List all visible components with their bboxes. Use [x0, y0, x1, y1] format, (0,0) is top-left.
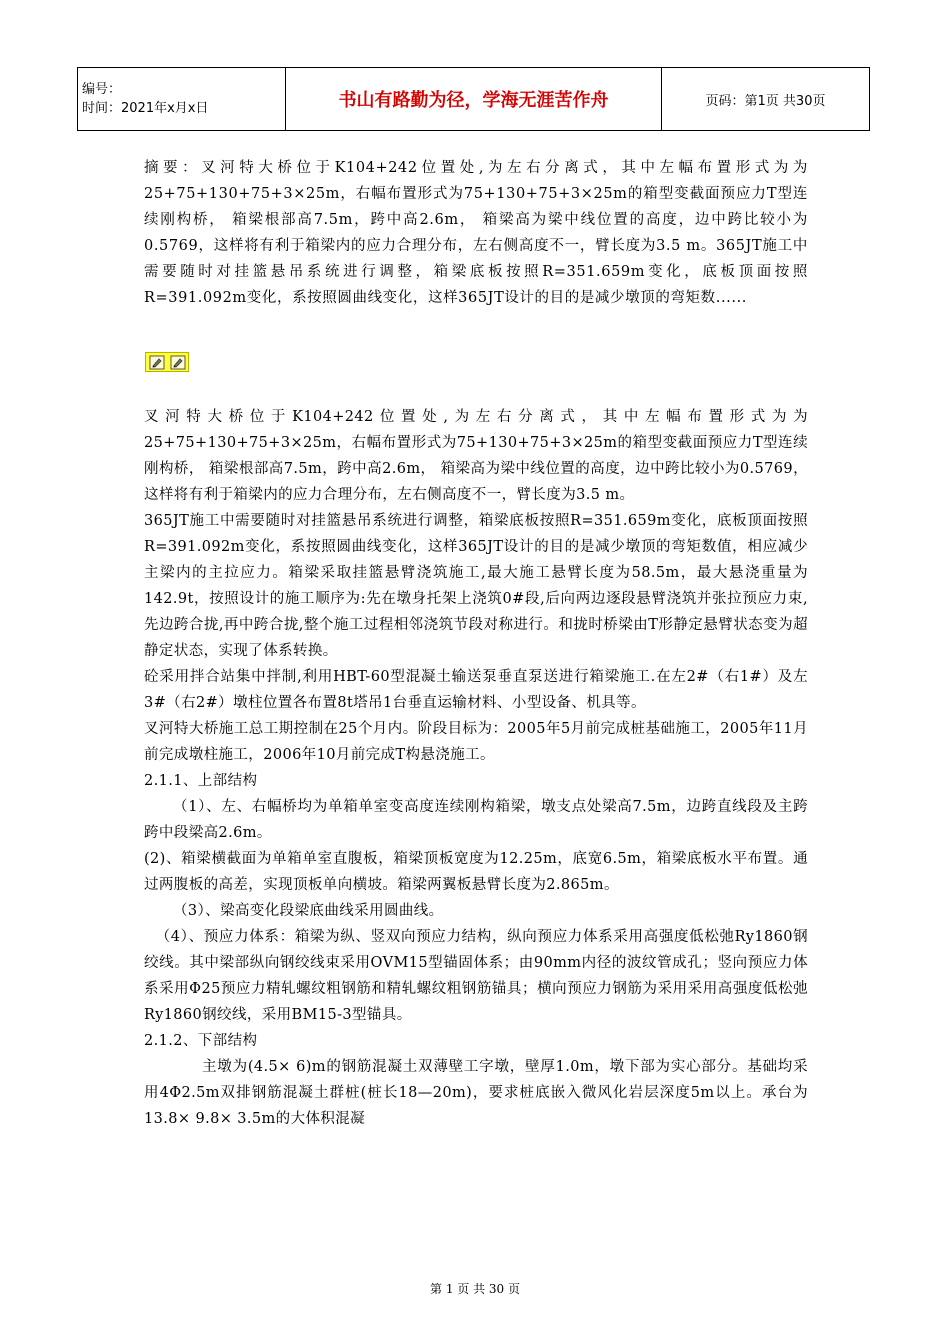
paragraph: 叉河特大桥施工总工期控制在25个月内。阶段目标为：2005年5月前完成桩基础施工，2005年11月前完成墩柱施工，2006年10月前完成T构悬浇施工。: [144, 721, 808, 763]
header-meta: [78, 68, 286, 131]
paragraph: 叉河特大桥位于K104+242位置处,为左右分离式，其中左幅布置形式为为25+75+130+75+3×25m，右幅布置形式为75+130+75+3×25m的箱型变截面预应力T型连续刚构桥， 箱梁根部高7.5m，跨中高2.6m， 箱梁高为梁中线位置的高度，边中跨比较小为0.5769，这样将有利于箱梁内的应力合理分布，左右侧高度不一，臂长度为3.5 m。: [144, 409, 808, 503]
abstract: 摘要：叉河特大桥位于K104+242位置处,为左右分离式，其中左幅布置形式为为25+75+130+75+3×25m，右幅布置形式为75+130+75+3×25m的箱型变截面预应力T型连续刚构桥， 箱梁根部高7.5m，跨中高2.6m， 箱梁高为梁中线位置的高度，边中跨比较小为0.5769，这样将有利于箱梁内的应力合理分布，左右侧高度不一，臂长度为3.5 m。365JT施工中需要随时对挂篮悬吊系统进行调整，箱梁底板按照R=351.659m变化，底板顶面按照R=391.092m变化，系按照圆曲线变化，这样365JT设计的目的是减少墩顶的弯矩数......: [144, 160, 808, 306]
paragraph: 砼采用拌合站集中拌制,利用HBT-60型混凝土输送泵垂直泵送进行箱梁施工.在左2#（右1#）及左3#（右2#）墩柱位置各布置8t塔吊1台垂直运输材料、小型设备、机具等。: [144, 669, 808, 711]
paragraph: 365JT施工中需要随时对挂篮悬吊系统进行调整，箱梁底板按照R=351.659m变化，底板顶面按照R=391.092m变化，系按照圆曲线变化，这样365JT设计的目的是减少墩顶的弯矩数值，相应减少主梁内的主拉应力。箱梁采取挂篮悬臂浇筑施工,最大施工悬臂长度为58.5m，最大悬浇重量为142.9t，按照设计的施工顺序为:先在墩身托架上浇筑0#段,后向两边逐段悬臂浇筑并张拉预应力束,先边跨合拢,再中跨合拢,整个施工过程相邻浇筑节段对称进行。和拢时桥梁由T形静定悬臂状态变为超静定状态，实现了体系转换。: [144, 513, 808, 659]
document-date: 时间：2021年x月x日: [82, 101, 209, 116]
body-text: [144, 404, 808, 1132]
edit-icon[interactable]: [149, 355, 165, 370]
paragraph: (2)、箱梁横截面为单箱单室直腹板，箱梁顶板宽度为12.25m，底宽6.5m，箱梁底板水平布置。通过两腹板的高差，实现顶板单向横坡。箱梁两翼板悬臂长度为2.865m。: [144, 851, 808, 893]
document-number-label: 编号：: [82, 82, 122, 97]
paragraph: （4）、预应力体系：箱梁为纵、竖双向预应力结构，纵向预应力体系采用高强度低松弛Ry1860钢绞线。其中梁部纵向钢绞线束采用OVM15型锚固体系；由90mm内径的波纹管成孔；竖向预应力体系采用Φ25预应力精轧螺纹粗钢筋和精轧螺纹粗钢筋锚具；横向预应力钢筋为采用采用高强度低松弛Ry1860钢绞线，采用BM15-3型锚具。: [144, 929, 808, 1023]
edit-icon[interactable]: [170, 355, 186, 370]
paragraph: 主墩为(4.5× 6)m的钢筋混凝土双薄壁工字墩，壁厚1.0m，墩下部为实心部分。基础均采用4Φ2.5m双排钢筋混凝土群桩(桩长18—20m)，要求桩底嵌入微风化岩层深度5m以上。承台为13.8× 9.8× 3.5m的大体积混凝: [144, 1059, 808, 1127]
edit-icons[interactable]: [145, 352, 189, 372]
paragraph: （1）、左、右幅桥均为单箱单室变高度连续刚构箱梁，墩支点处梁高7.5m，边跨直线段及主跨跨中段梁高2.6m。: [144, 799, 808, 841]
section-heading: 2.1.2、下部结构: [144, 1033, 258, 1049]
document-header: [77, 67, 870, 131]
page-footer: 第 1 页 共 30 页: [430, 1282, 520, 1296]
header-motto: 书山有路勤为径，学海无涯苦作舟: [286, 68, 662, 131]
paragraph: （3）、梁高变化段梁底曲线采用圆曲线。: [173, 903, 444, 919]
header-page-info: 页码：第1页 共30页: [662, 68, 870, 131]
section-heading: 2.1.1、上部结构: [144, 773, 258, 789]
